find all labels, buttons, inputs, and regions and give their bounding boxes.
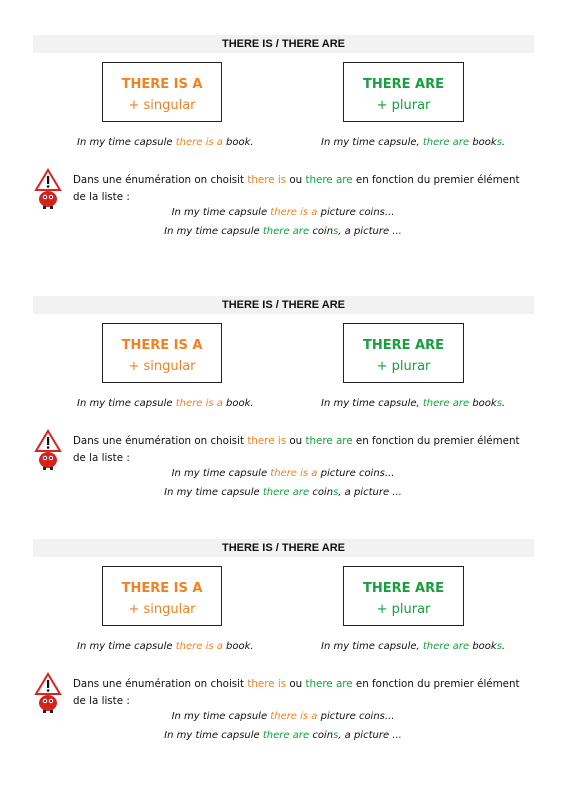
example-enum-singular: In my time capsule there is a picture coins... — [171, 207, 395, 218]
there-is-subtitle: + singular — [128, 98, 196, 113]
there-is-title: THERE IS A — [121, 338, 203, 353]
example-plural: In my time capsule, there are books. — [321, 137, 506, 148]
warning-mascot-icon — [34, 672, 62, 714]
example-singular: In my time capsule there is a book. — [77, 641, 254, 652]
there-is-subtitle: + singular — [128, 359, 196, 374]
section-2 — [0, 296, 566, 536]
there-are-subtitle: + plurar — [376, 359, 431, 374]
example-enum-plural: In my time capsule there are coins, a picture ... — [164, 730, 402, 741]
warning-mascot-icon — [34, 168, 62, 210]
there-is-box — [102, 566, 222, 626]
section-3 — [0, 539, 566, 779]
there-are-box — [343, 566, 464, 626]
section-header: THERE IS / THERE ARE — [33, 35, 534, 53]
there-is-box — [102, 323, 222, 383]
there-are-box — [343, 62, 464, 122]
there-are-box — [343, 323, 464, 383]
warning-mascot-icon — [34, 429, 62, 471]
example-enum-plural: In my time capsule there are coins, a picture ... — [164, 487, 402, 498]
section-header: THERE IS / THERE ARE — [33, 296, 534, 314]
there-is-title: THERE IS A — [121, 581, 203, 596]
note-text: Dans une énumération on choisit there is ou there are en fonction du premier élément de la liste : — [73, 678, 520, 707]
example-enum-plural: In my time capsule there are coins, a picture ... — [164, 226, 402, 237]
example-plural: In my time capsule, there are books. — [321, 641, 506, 652]
example-singular: In my time capsule there is a book. — [77, 137, 254, 148]
there-are-subtitle: + plurar — [376, 98, 431, 113]
example-singular: In my time capsule there is a book. — [77, 398, 254, 409]
section-1 — [0, 35, 566, 275]
there-are-title: THERE ARE — [363, 581, 444, 596]
there-are-title: THERE ARE — [363, 338, 444, 353]
example-plural: In my time capsule, there are books. — [321, 398, 506, 409]
there-are-title: THERE ARE — [363, 77, 444, 92]
example-enum-singular: In my time capsule there is a picture coins... — [171, 468, 395, 479]
there-is-box — [102, 62, 222, 122]
there-is-subtitle: + singular — [128, 602, 196, 617]
there-are-subtitle: + plurar — [376, 602, 431, 617]
section-header: THERE IS / THERE ARE — [33, 539, 534, 557]
there-is-title: THERE IS A — [121, 77, 203, 92]
example-enum-singular: In my time capsule there is a picture coins... — [171, 711, 395, 722]
note-text: Dans une énumération on choisit there is ou there are en fonction du premier élément de la liste : — [73, 435, 520, 464]
note-text: Dans une énumération on choisit there is ou there are en fonction du premier élément de la liste : — [73, 174, 520, 203]
